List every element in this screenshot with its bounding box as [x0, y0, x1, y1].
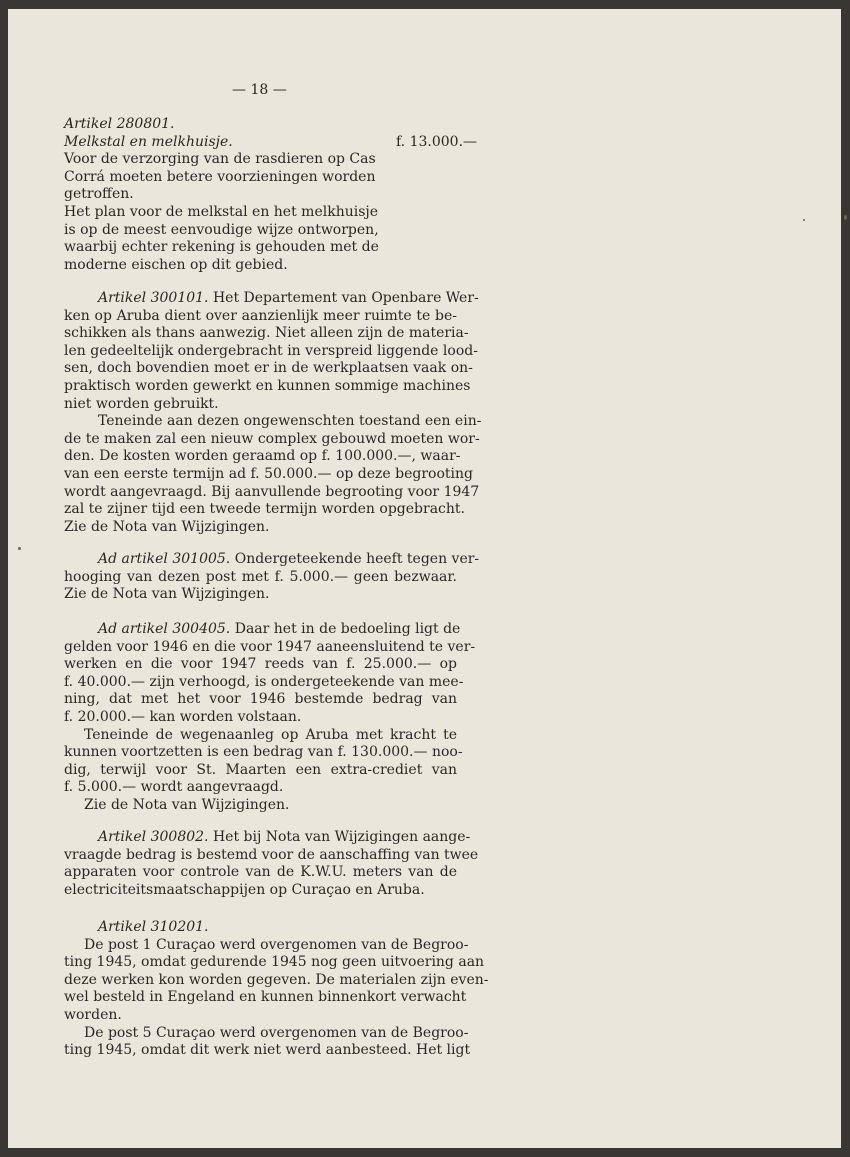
text-line: f. 5.000.— wordt aangevraagd.	[64, 779, 284, 796]
text-line: Zie de Nota van Wijzigingen.	[64, 518, 270, 535]
text-line: schikken als thans aanwezig. Niet alleen zijn de materia-	[64, 325, 469, 342]
article-heading: Artikel 280801.	[64, 116, 175, 132]
text-line: Artikel 300101. Het Departement van Openbare Wer-	[98, 290, 479, 306]
text-line: worden.	[64, 1006, 122, 1023]
text-line: zal te zijner tijd een tweede termijn worden opgebracht.	[64, 501, 465, 518]
text-line: moderne eischen op dit gebied.	[64, 256, 288, 273]
text-line: deze werken kon worden gegeven. De materialen zijn even-	[64, 971, 489, 988]
section-280801	[64, 116, 379, 274]
text-line: den. De kosten worden geraamd op f. 100.000.—, waar-	[64, 448, 461, 465]
text-line: wordt aangevraagd. Bij aanvullende begrooting voor 1947	[64, 483, 480, 500]
text-line: gelden voor 1946 en die voor 1947 aaneensluitend te ver-	[64, 638, 476, 655]
article-label: Artikel 300802.	[98, 829, 209, 845]
text-line: getroffen.	[64, 186, 134, 203]
paper-speck	[844, 215, 847, 220]
text-line: wel besteld in Engeland en kunnen binnenkort verwacht	[64, 989, 467, 1006]
text-line: Het plan voor de melkstal en het melkhuisje	[64, 203, 379, 220]
section-301005	[64, 551, 480, 604]
text-line: de te maken zal een nieuw complex gebouwd moeten wor-	[64, 430, 480, 447]
text-line: dig, terwijl voor St. Maarten een extra-crediet van	[64, 761, 457, 778]
text-line: len gedeeltelijk ondergebracht in verspreid liggende lood-	[64, 342, 478, 359]
article-label: Ad artikel 300405.	[98, 621, 231, 637]
section-300802	[64, 829, 479, 899]
text-line: Ad artikel 300405. Daar het in de bedoeling ligt de	[98, 621, 461, 637]
text-line: De post 1 Curaçao werd overgenomen van de Begroo-	[84, 936, 469, 953]
article-heading: Artikel 310201.	[98, 919, 209, 935]
section-300405	[64, 621, 476, 815]
text-line: f. 40.000.— zijn verhoogd, is ondergeteekende van mee-	[64, 673, 464, 690]
text-line: Artikel 300802. Het bij Nota van Wijzigingen aange-	[98, 829, 471, 845]
text-line: vraagde bedrag is bestemd voor de aanschaffing van twee	[64, 846, 479, 863]
text-line: ning, dat met het voor 1946 bestemde bedrag van	[64, 691, 457, 708]
text-line: Teneinde de wegenaanleg op Aruba met kracht te	[84, 726, 457, 743]
text-line: is op de meest eenvoudige wijze ontworpen,	[64, 221, 379, 238]
text-line: Ad artikel 301005. Ondergeteekende heeft tegen ver-	[98, 551, 480, 567]
text-line: werken en die voor 1947 reeds van f. 25.000.— op	[64, 656, 457, 673]
text-line: praktisch worden gewerkt en kunnen sommige machines	[64, 377, 471, 394]
paper-speck	[803, 219, 805, 221]
text-line: waarbij echter rekening is gehouden met de	[64, 239, 379, 256]
text-line: kunnen voortzetten is een bedrag van f. 130.000.— noo-	[64, 744, 463, 761]
text-line: apparaten voor controle van de K.W.U. meters van de	[64, 864, 457, 881]
text-line: niet worden gebruikt.	[64, 395, 219, 412]
text-line: ting 1945, omdat dit werk niet werd aanbesteed. Het ligt	[64, 1042, 471, 1059]
text-line: van een eerste termijn ad f. 50.000.— op deze begrooting	[64, 465, 474, 482]
text-line: f. 20.000.— kan worden volstaan.	[64, 708, 302, 725]
text-line: ting 1945, omdat gedurende 1945 nog geen uitvoering aan	[64, 954, 485, 971]
text-line: hooging van dezen post met f. 5.000.— geen bezwaar.	[64, 568, 457, 585]
paper-speck	[18, 547, 21, 550]
article-label: Artikel 300101.	[98, 290, 209, 306]
text-line: Corrá moeten betere voorzieningen worden	[64, 168, 376, 185]
text-line: electriciteitsmaatschappijen op Curaçao en Aruba.	[64, 881, 425, 898]
text-line: ken op Aruba dient over aanzienlijk meer ruimte te be-	[64, 307, 457, 324]
text-line: sen, doch bovendien moet er in de werkplaatsen vaak on-	[64, 360, 473, 377]
text-line: Zie de Nota van Wijzigingen.	[84, 796, 290, 813]
text-line: Voor de verzorging van de rasdieren op Cas	[64, 151, 376, 168]
page-number: — 18 —	[232, 82, 287, 98]
article-label: Ad artikel 301005.	[98, 551, 231, 567]
text-line: Teneinde aan dezen ongewenschten toestand een ein-	[98, 413, 482, 430]
amount-280801: f. 13.000.—	[396, 134, 478, 150]
text-line: Zie de Nota van Wijzigingen.	[64, 586, 270, 603]
article-subheading: Melkstal en melkhuisje.	[64, 133, 233, 150]
section-300101	[64, 290, 482, 536]
section-310201	[64, 919, 489, 1060]
text-line: De post 5 Curaçao werd overgenomen van de Begroo-	[84, 1024, 469, 1041]
